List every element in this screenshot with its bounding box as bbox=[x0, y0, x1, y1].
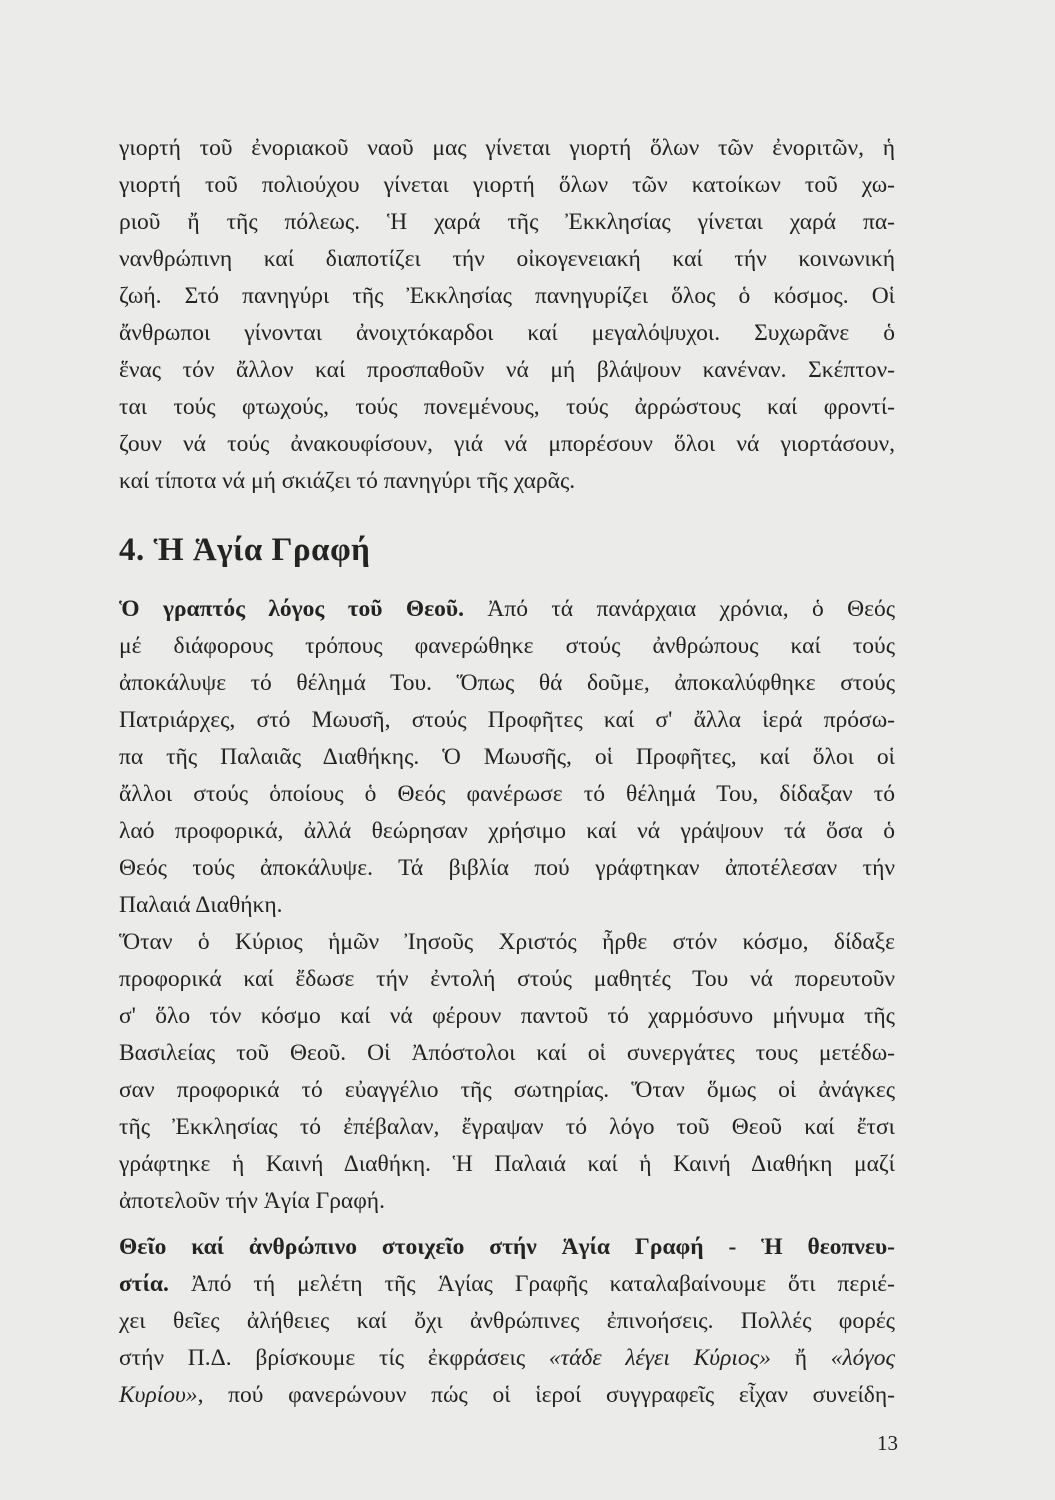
text-line: ριοῦ ἤ τῆς πόλεως. Ἡ χαρά τῆς Ἐκκλησίας γίνεται χαρά πα- bbox=[119, 209, 895, 235]
text-line: γιορτή τοῦ ἐνοριακοῦ ναοῦ μας γίνεται γιορτή ὅλων τῶν ἐνοριτῶν, ἡ bbox=[119, 135, 895, 161]
text-line: Θεός τούς ἀποκάλυψε. Τά βιβλία πού γράφτηκαν ἀποτέλεσαν τήν bbox=[119, 855, 895, 881]
quote: «τάδε λέγει Κύριος» bbox=[548, 1345, 771, 1371]
text-span: Ἀπό τά πανάρχαια χρόνια, ὁ Θεός bbox=[464, 596, 895, 622]
page-number: 13 bbox=[877, 1431, 898, 1455]
text-line: μέ διάφορους τρόπους φανερώθηκε στούς ἀνθρώπους καί τούς bbox=[119, 633, 895, 659]
quote: Κυρίου» bbox=[119, 1382, 198, 1408]
text-line: ται τούς φτωχούς, τούς πονεμένους, τούς ἀρρώστους καί φροντί- bbox=[119, 394, 895, 420]
text-line: ζουν νά τούς ἀνακουφίσουν, γιά νά μπορέσουν ὅλοι νά γιορτάσουν, bbox=[119, 431, 895, 457]
text-line: ἕνας τόν ἄλλον καί προσπαθοῦν νά μή βλάψουν κανέναν. Σκέπτον- bbox=[119, 357, 895, 383]
text-line: γιορτή τοῦ πολιούχου γίνεται γιορτή ὅλων τῶν κατοίκων τοῦ χω- bbox=[119, 172, 895, 198]
paragraph-lead-text: Θεῖο καί ἀνθρώπινο στοιχεῖο στήν Ἁγία Γραφή - Ἡ θεοπνευ- bbox=[119, 1234, 895, 1260]
text-line bbox=[119, 1380, 895, 1412]
paragraph-first-line bbox=[119, 594, 895, 626]
text-span: στήν Π.Δ. βρίσκουμε τίς ἐκφράσεις bbox=[119, 1345, 549, 1371]
text-line: καί τίποτα νά μή σκιάζει τό πανηγύρι τῆς χαρᾶς. bbox=[119, 468, 576, 494]
section-heading: 4. Ἡ Ἁγία Γραφή bbox=[119, 532, 371, 568]
text-line: τῆς Ἐκκλησίας τό ἐπέβαλαν, ἔγραψαν τό λόγο τοῦ Θεοῦ καί ἔτσι bbox=[119, 1114, 895, 1140]
text-line: λαό προφορικά, ἀλλά θεώρησαν χρήσιμο καί νά γράψουν τά ὅσα ὁ bbox=[119, 818, 895, 844]
quote: «λόγος bbox=[830, 1345, 895, 1371]
text-line: σαν προφορικά τό εὐαγγέλιο τῆς σωτηρίας. Ὅταν ὅμως οἱ ἀνάγκες bbox=[119, 1077, 895, 1103]
text-line: προφορικά καί ἔδωσε τήν ἐντολή στούς μαθητές Του νά πορευτοῦν bbox=[119, 966, 895, 992]
text-line: νανθρώπινη καί διαποτίζει τήν οἰκογενειακή καί τήν κοινωνική bbox=[119, 246, 895, 272]
text-line: Ὅταν ὁ Κύριος ἡμῶν Ἰησοῦς Χριστός ἦρθε στόν κόσμο, δίδαξε bbox=[119, 929, 895, 955]
text-line: ἀποτελοῦν τήν Ἁγία Γραφή. bbox=[119, 1188, 385, 1214]
text-line: ἄνθρωποι γίνονται ἀνοιχτόκαρδοι καί μεγαλόψυχοι. Συχωρᾶνε ὁ bbox=[119, 320, 895, 346]
paragraph-lead bbox=[119, 1232, 895, 1264]
paragraph-lead: Ὁ γραπτός λόγος τοῦ Θεοῦ. bbox=[119, 596, 465, 622]
paragraph-lead-text: στία. bbox=[119, 1271, 169, 1297]
text-line: ζωή. Στό πανηγύρι τῆς Ἐκκλησίας πανηγυρίζει ὅλος ὁ κόσμος. Οἱ bbox=[119, 283, 895, 309]
text-line: Βασιλείας τοῦ Θεοῦ. Οἱ Ἀπόστολοι καί οἱ συνεργάτες τους μετέδω- bbox=[119, 1040, 895, 1066]
text-line: ἄλλοι στούς ὁποίους ὁ Θεός φανέρωσε τό θέλημά Του, δίδαξαν τό bbox=[119, 781, 895, 807]
text-line bbox=[119, 1343, 895, 1375]
text-line: πα τῆς Παλαιᾶς Διαθήκης. Ὁ Μωυσῆς, οἱ Προφῆτες, καί ὅλοι οἱ bbox=[119, 744, 895, 770]
text-line: ἀποκάλυψε τό θέλημά Του. Ὅπως θά δοῦμε, ἀποκαλύφθηκε στούς bbox=[119, 670, 895, 696]
text-span: , πού φανερώνουν πώς οἱ ἱεροί συγγραφεῖς εἶχαν συνείδη- bbox=[197, 1382, 895, 1408]
text-line: χει θεῖες ἀλήθειες καί ὄχι ἀνθρώπινες ἐπινοήσεις. Πολλές φορές bbox=[119, 1308, 895, 1334]
text-line: Πατριάρχες, στό Μωυσῆ, στούς Προφῆτες καί σ' ἄλλα ἱερά πρόσω- bbox=[119, 707, 895, 733]
text-line: σ' ὅλο τόν κόσμο καί νά φέρουν παντοῦ τό χαρμόσυνο μήνυμα τῆς bbox=[119, 1003, 895, 1029]
text-line: γράφτηκε ἡ Καινή Διαθήκη. Ἡ Παλαιά καί ἡ Καινή Διαθήκη μαζί bbox=[119, 1151, 895, 1177]
text-line bbox=[119, 1269, 895, 1301]
text-span: Ἀπό τή μελέτη τῆς Ἁγίας Γραφῆς καταλαβαίνουμε ὅτι περιέ- bbox=[168, 1271, 895, 1297]
text-line: Παλαιά Διαθήκη. bbox=[119, 892, 283, 918]
text-span: ἤ bbox=[770, 1345, 831, 1371]
